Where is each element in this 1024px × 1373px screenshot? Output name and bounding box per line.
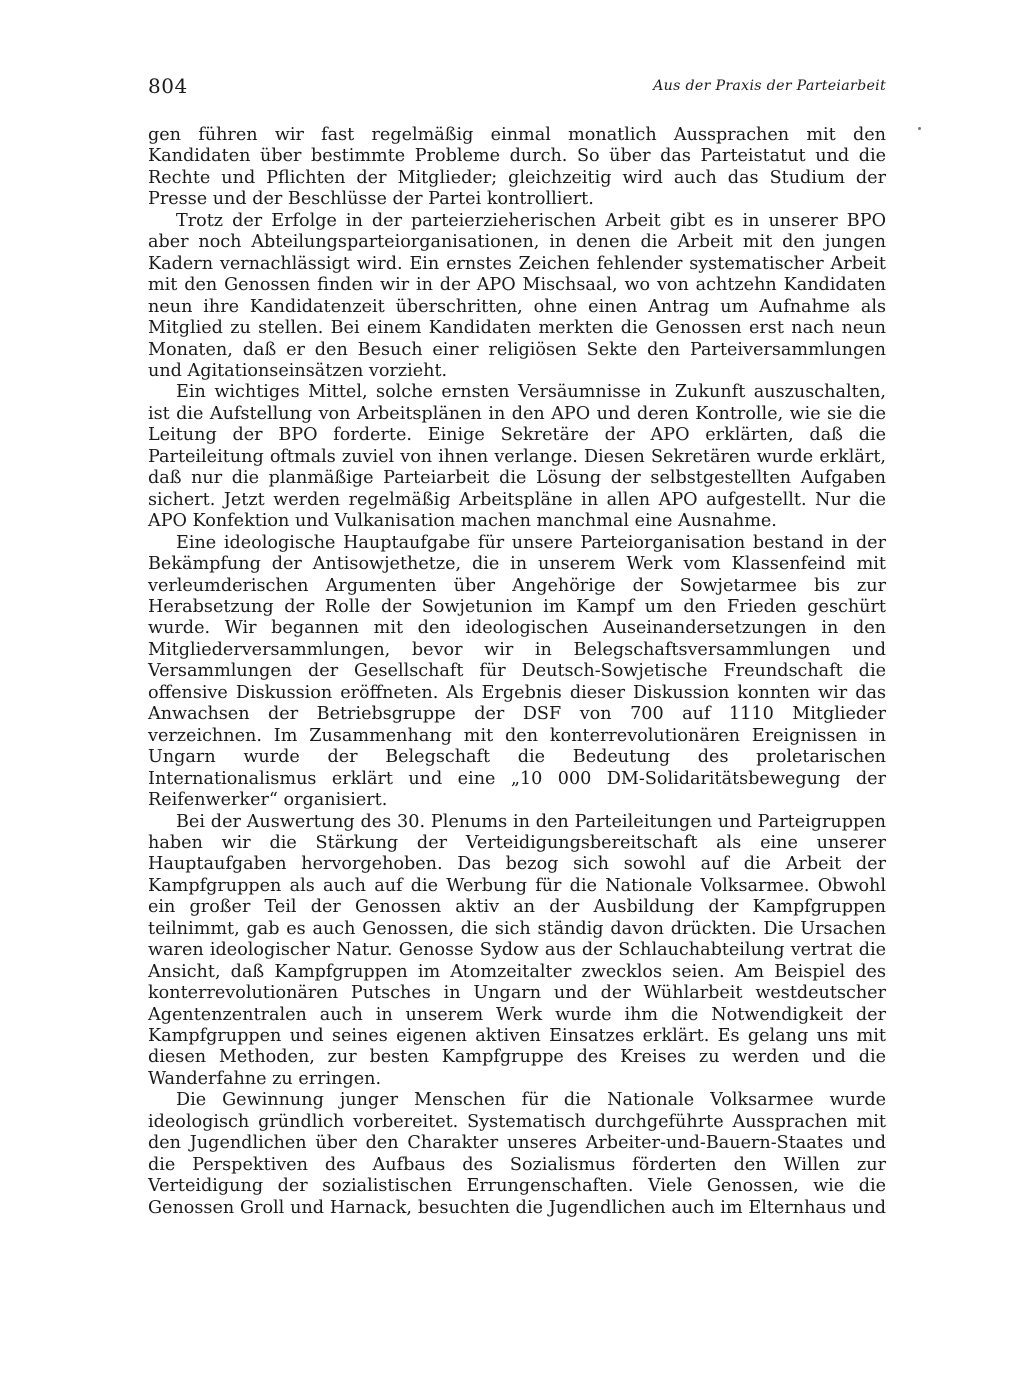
scan-speck (918, 127, 921, 130)
page-header (148, 74, 886, 100)
paragraph: Ein wichtiges Mittel, solche ernsten Versäumnisse in Zukunft auszuschalten, ist die Aufstellung von Arbeitsplänen in den APO und deren Kontrolle, wie sie die Leitung der BPO forderte. Einige Sekretäre der APO erklärten, daß die Parteileitung oftmals zuviel von ihnen verlange. Diesen Sekretären wurde erklärt, daß nur die planmäßige Parteiarbeit die Lösung der selbstgestellten Aufgaben sichert. Jetzt werden regelmäßig Arbeitspläne in allen APO aufgestellt. Nur die APO Konfektion und Vulkanisation machen manchmal eine Ausnahme. (148, 382, 886, 532)
page (148, 74, 886, 1219)
paragraph: Die Gewinnung junger Menschen für die Nationale Volksarmee wurde ideologisch gründlich vorbereitet. Systematisch durchgeführte Aussprachen mit den Jugendlichen über den Charakter unseres Arbeiter-und-Bauern-Staates und die Perspektiven des Aufbaus des Sozialismus förderten den Willen zur Verteidigung der sozialistischen Errungenschaften. Viele Genossen, wie die Genossen Groll und Harnack, besuchten die Jugendlichen auch im Elternhaus und (148, 1090, 886, 1218)
page-number: 804 (148, 74, 188, 98)
paragraph: Trotz der Erfolge in der parteierzieherischen Arbeit gibt es in unserer BPO aber noch Abteilungsparteiorganisationen, in denen die Arbeit mit den jungen Kadern vernachlässigt wird. Ein ernstes Zeichen fehlender systematischer Arbeit mit den Genossen finden wir in der APO Mischsaal, wo von achtzehn Kandidaten neun ihre Kandidatenzeit überschritten, ohne einen Antrag um Aufnahme als Mitglied zu stellen. Bei einem Kandidaten merkten die Genossen erst nach neun Monaten, daß er den Besuch einer religiösen Sekte den Parteiversammlungen und Agitationseinsätzen vorzieht. (148, 210, 886, 381)
running-title: Aus der Praxis der Parteiarbeit (653, 78, 886, 94)
paragraph: Bei der Auswertung des 30. Plenums in den Parteileitungen und Parteigruppen haben wir die Stärkung der Verteidigungsbereitschaft als eine unserer Hauptaufgaben hervorgehoben. Das bezog sich sowohl auf die Arbeit der Kampfgruppen als auch auf die Werbung für die Nationale Volksarmee. Obwohl ein großer Teil der Genossen aktiv an der Ausbildung der Kampfgruppen teilnimmt, gab es auch Genossen, die sich ständig davon drückten. Die Ursachen waren ideologischer Natur. Genosse Sydow aus der Schlauchabteilung vertrat die Ansicht, daß Kampfgruppen im Atomzeitalter zwecklos seien. Am Beispiel des konterrevolutionären Putsches in Ungarn und der Wühlarbeit westdeutscher Agentenzentralen auch in unserem Werk wurde ihm die Notwendigkeit der Kampfgruppen und seines eigenen aktiven Einsatzes erklärt. Es gelang uns mit diesen Methoden, zur besten Kampfgruppe des Kreises zu werden und die Wanderfahne zu erringen. (148, 811, 886, 1089)
body-text (148, 125, 886, 1219)
paragraph: Eine ideologische Hauptaufgabe für unsere Parteiorganisation bestand in der Bekämpfung der Antisowjethetze, die in unserem Werk vom Klassenfeind mit verleumderischen Argumenten über Angehörige der Sowjetarmee bis zur Herabsetzung der Rolle der Sowjetunion im Kampf um den Frieden geschürt wurde. Wir begannen mit den ideologischen Auseinandersetzungen in den Mitgliederversammlungen, bevor wir in Belegschaftsversammlungen und Versammlungen der Gesellschaft für Deutsch-Sowjetische Freundschaft die offensive Diskussion eröffneten. Als Ergebnis dieser Diskussion konnten wir das Anwachsen der Betriebsgruppe der DSF von 700 auf 1110 Mitglieder verzeichnen. Im Zusammenhang mit den konterrevolutionären Ereignissen in Ungarn wurde der Belegschaft die Bedeutung des proletarischen Internationalismus erklärt und eine „10 000 DM-Solidaritätsbewegung der Reifenwerker“ organisiert. (148, 532, 886, 811)
paragraph: gen führen wir fast regelmäßig einmal monatlich Aussprachen mit den Kandidaten über bestimmte Probleme durch. So über das Parteistatut und die Rechte und Pflichten der Mitglieder; gleichzeitig wird auch das Studium der Presse und der Beschlüsse der Partei kontrolliert. (148, 125, 886, 210)
